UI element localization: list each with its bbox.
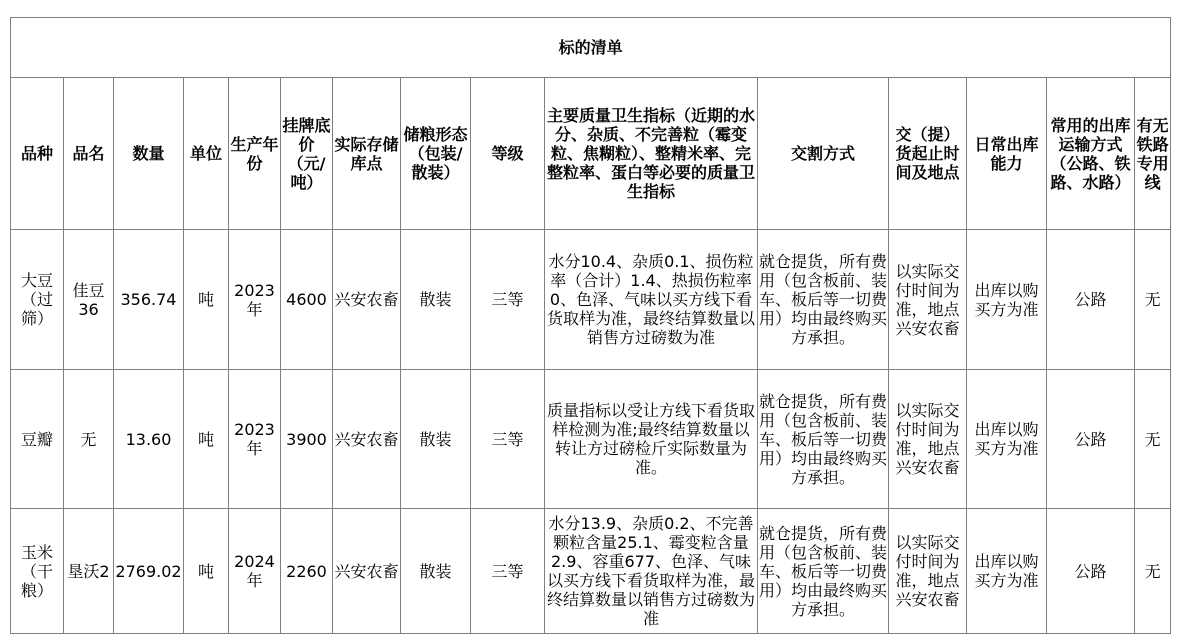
cell-transport-mode: 公路	[1047, 230, 1135, 370]
cell-daily-outbound-capacity: 出库以购买方为准	[967, 230, 1047, 370]
cell-quantity: 2769.02	[114, 509, 184, 634]
cell-transport-mode: 公路	[1047, 370, 1135, 509]
cell-railway-line: 无	[1135, 509, 1171, 634]
cell-storage-form: 散装	[401, 370, 471, 509]
cell-delivery-time-place: 以实际交付时间为准，地点兴安农畜	[889, 370, 967, 509]
cell-quantity: 13.60	[114, 370, 184, 509]
subject-list-table	[10, 17, 1171, 634]
col-header-unit: 单位	[184, 78, 229, 230]
cell-product-name: 佳豆36	[64, 230, 114, 370]
col-header-variety: 品种	[11, 78, 64, 230]
cell-delivery-time-place: 以实际交付时间为准，地点兴安农畜	[889, 509, 967, 634]
col-header-product-name: 品名	[64, 78, 114, 230]
cell-delivery-time-place: 以实际交付时间为准，地点兴安农畜	[889, 230, 967, 370]
col-header-grade: 等级	[471, 78, 545, 230]
cell-quality-indicators: 水分10.4、杂质0.1、损伤粒率（合计）1.4、热损伤粒率0、色泽、气味以买方线下看货取样为准，最终结算数量以销售方过磅数为准	[545, 230, 758, 370]
cell-production-year: 2024年	[229, 509, 281, 634]
col-header-quality-indicators: 主要质量卫生指标（近期的水分、杂质、不完善粒（霉变粒、焦糊粒）、整精米率、完整粒率、蛋白等必要的质量卫生指标	[545, 78, 758, 230]
cell-railway-line: 无	[1135, 370, 1171, 509]
header-row	[11, 78, 1171, 230]
cell-unit: 吨	[184, 509, 229, 634]
cell-delivery-method: 就仓提货，所有费用（包含板前、装车、板后等一切费用）均由最终购买方承担。	[758, 509, 889, 634]
title-row	[11, 18, 1171, 78]
cell-storage-location: 兴安农畜	[333, 370, 401, 509]
cell-delivery-method: 就仓提货，所有费用（包含板前、装车、板后等一切费用）均由最终购买方承担。	[758, 230, 889, 370]
table-row-corn	[11, 509, 1171, 634]
table-row-bean-petal	[11, 370, 1171, 509]
col-header-storage-form: 储粮形态（包装/散装）	[401, 78, 471, 230]
cell-grade: 三等	[471, 509, 545, 634]
cell-storage-form: 散装	[401, 230, 471, 370]
cell-storage-location: 兴安农畜	[333, 509, 401, 634]
cell-railway-line: 无	[1135, 230, 1171, 370]
cell-floor-price: 3900	[281, 370, 333, 509]
cell-quantity: 356.74	[114, 230, 184, 370]
cell-storage-form: 散装	[401, 509, 471, 634]
cell-floor-price: 4600	[281, 230, 333, 370]
cell-grade: 三等	[471, 370, 545, 509]
cell-transport-mode: 公路	[1047, 509, 1135, 634]
col-header-quantity: 数量	[114, 78, 184, 230]
cell-variety: 玉米（干粮）	[11, 509, 64, 634]
table-row-soybean	[11, 230, 1171, 370]
cell-quality-indicators: 水分13.9、杂质0.2、不完善颗粒含量25.1、霉变粒含量2.9、容重677、色泽、气味以买方线下看货取样为准，最终结算数量以销售方过磅数为准	[545, 509, 758, 634]
cell-quality-indicators: 质量指标以受让方线下看货取样检测为准;最终结算数量以转让方过磅检斤实际数量为准。	[545, 370, 758, 509]
col-header-delivery-time-place: 交（提）货起止时间及地点	[889, 78, 967, 230]
col-header-storage-location: 实际存储库点	[333, 78, 401, 230]
cell-product-name: 无	[64, 370, 114, 509]
col-header-daily-outbound-capacity: 日常出库能力	[967, 78, 1047, 230]
cell-unit: 吨	[184, 230, 229, 370]
table-title: 标的清单	[11, 18, 1171, 78]
col-header-floor-price: 挂牌底价（元/吨）	[281, 78, 333, 230]
cell-variety: 大豆（过筛）	[11, 230, 64, 370]
cell-daily-outbound-capacity: 出库以购买方为准	[967, 370, 1047, 509]
cell-production-year: 2023年	[229, 370, 281, 509]
cell-unit: 吨	[184, 370, 229, 509]
col-header-production-year: 生产年份	[229, 78, 281, 230]
cell-delivery-method: 就仓提货，所有费用（包含板前、装车、板后等一切费用）均由最终购买方承担。	[758, 370, 889, 509]
cell-variety: 豆瓣	[11, 370, 64, 509]
cell-production-year: 2023年	[229, 230, 281, 370]
cell-daily-outbound-capacity: 出库以购买方为准	[967, 509, 1047, 634]
col-header-delivery-method: 交割方式	[758, 78, 889, 230]
col-header-railway-line: 有无铁路专用线	[1135, 78, 1171, 230]
cell-storage-location: 兴安农畜	[333, 230, 401, 370]
cell-product-name: 垦沃2	[64, 509, 114, 634]
cell-grade: 三等	[471, 230, 545, 370]
cell-floor-price: 2260	[281, 509, 333, 634]
col-header-transport-mode: 常用的出库运输方式（公路、铁路、水路）	[1047, 78, 1135, 230]
